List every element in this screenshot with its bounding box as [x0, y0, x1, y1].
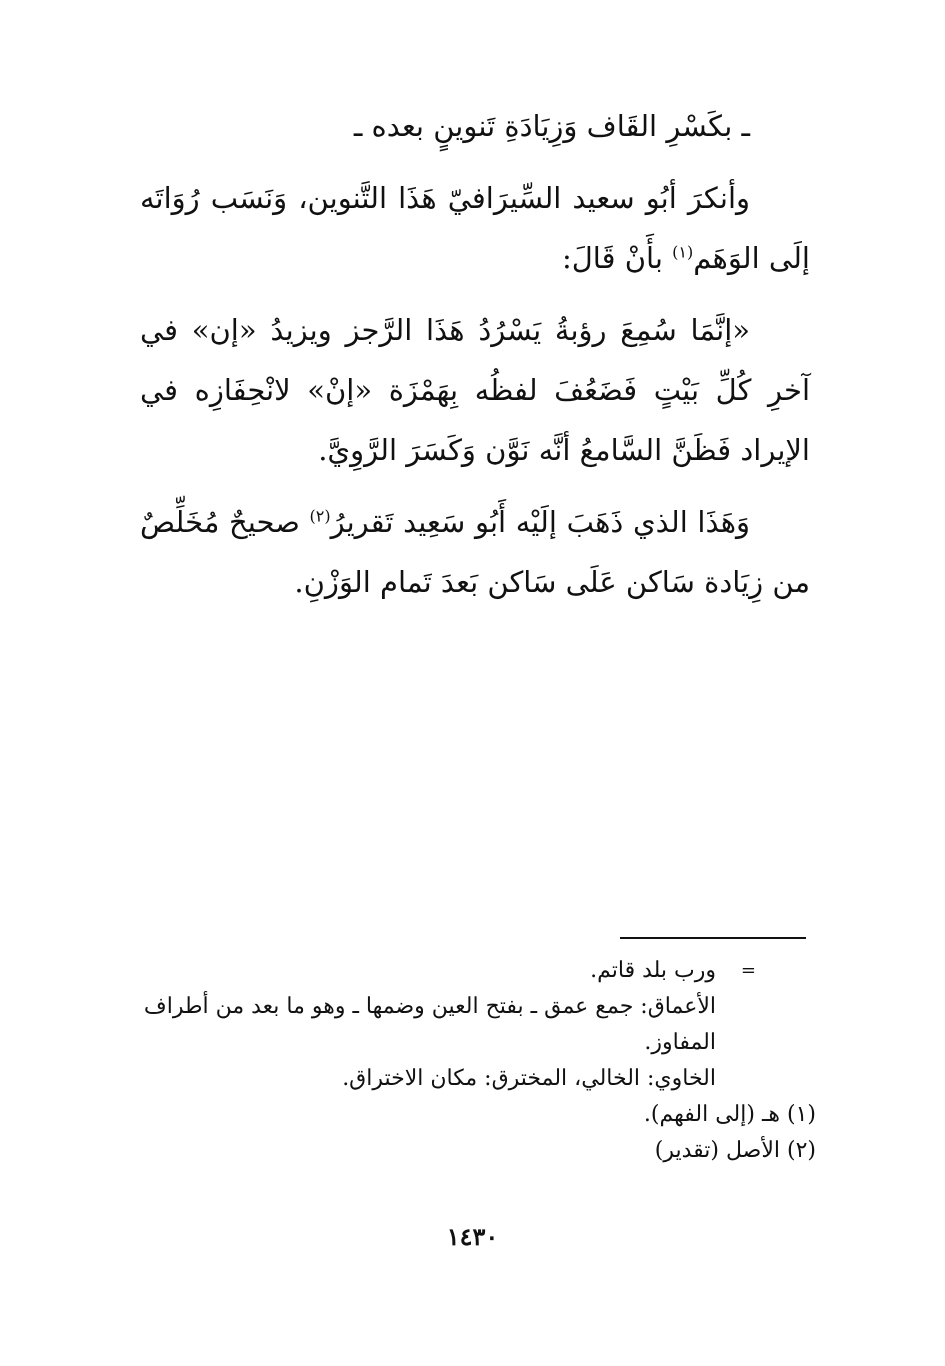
- footnotes: [140, 953, 816, 1169]
- footnote-line-1: ورب بلد قاتم.: [590, 958, 716, 983]
- main-text: [140, 96, 810, 624]
- footnote-1: (١) هـ (إلى الفهم).: [643, 1102, 816, 1127]
- paragraph-3-quote: «إنَّمَا سُمِعَ رؤبةُ يَسْرُدُ هَذَا الرَّجز ويزيدُ «إن» في آخرِ كُلِّ بَيْتٍ فَضَعُفَ لفظُه بِهَمْزَة «إنْ» لانْحِفَازِه في الإيراد فَظَنَّ السَّامعُ أنَّه نَوَّن وَكَسَرَ الرَّوِيَّ.: [140, 313, 810, 467]
- footnote-line-3: الخاوي: الخالي، المخترق: مكان الاختراق.: [342, 1066, 716, 1091]
- page-number: ١٤٣٠: [446, 1222, 499, 1251]
- footnote-ref-2: (٢): [309, 506, 331, 526]
- footnote-ref-1: (١): [672, 242, 694, 262]
- continuation-mark: =: [740, 960, 756, 981]
- paragraph-2-text-b: بأَنْ قَالَ:: [561, 241, 673, 275]
- paragraph-4-text-a: وَهَذَا الذي ذَهَبَ إلَيْه أَبُو سَعِيد تَقريرُ: [330, 505, 750, 539]
- footnote-separator: [620, 937, 806, 939]
- paragraph-2-text-a: وأنكرَ أبُو سعيد السِّيرَافيّ هَذَا التَّنوين، وَنَسَب رُوَاتَه إلَى الوَهَم: [140, 181, 810, 275]
- footnote-2: (٢) الأصل (تقدير): [654, 1138, 816, 1163]
- paragraph-2: [140, 168, 810, 288]
- footnote-continuation: [140, 953, 816, 989]
- footnote-line-2: الأعماق: جمع عمق ـ بفتح العين وضمها ـ وهو ما بعد من أطراف المفاوز.: [143, 994, 716, 1055]
- paragraph-1: ـ بكَسْرِ القَاف وَزِيَادَةِ تَنوينٍ بعده ـ: [353, 109, 750, 143]
- paragraph-4-text-b: صحيحٌ مُخَلِّصٌ من زِيَادة سَاكن عَلَى سَاكن بَعدَ تَمام الوَزْنِ.: [140, 505, 810, 599]
- paragraph-4: [140, 492, 810, 612]
